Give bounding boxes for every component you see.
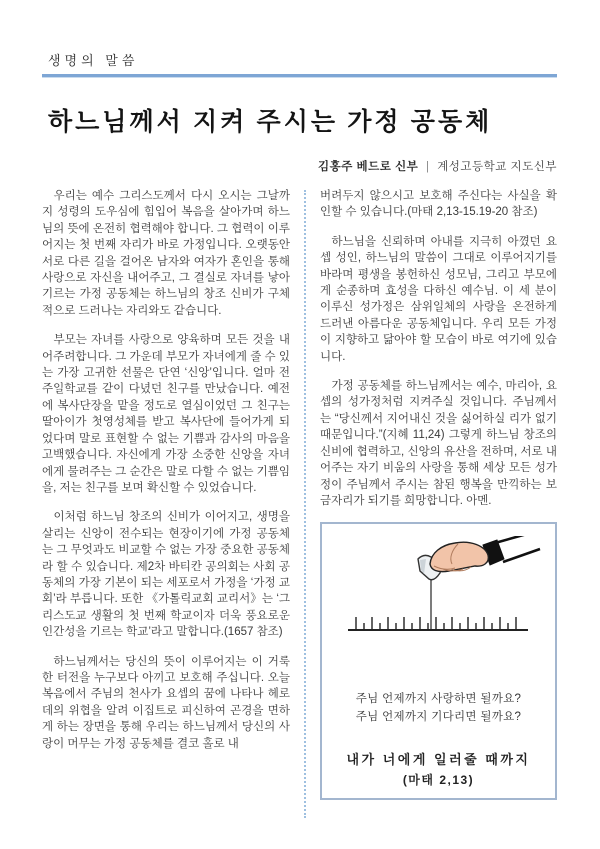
sleeve-icon xyxy=(483,536,540,565)
right-column xyxy=(320,188,557,849)
quote-question-2: 주님 언제까지 기다리면 될까요? xyxy=(355,711,522,724)
page-header xyxy=(0,0,600,174)
column-divider xyxy=(304,190,306,818)
quote-citation: (마태 2,13) xyxy=(402,772,475,787)
paragraph-5-continuation: 버려두지 않으시고 보호해 주신다는 사실을 확인할 수 있습니다.(마태 2,13-15.19-20 참조) xyxy=(320,190,557,219)
quote-questions xyxy=(322,690,555,726)
scripture-quote-box xyxy=(320,522,557,800)
byline-author: 김홍주 베드로 신부 xyxy=(318,161,419,173)
paragraph-1: 우리는 예수 그리스도께서 다시 오시는 그날까지 성령의 도우심에 힘입어 복음을 살아가며 하느님의 뜻에 온전히 협력해야 합니다. 그 협력이 이루어지는 첫 번째 자리가 바로 가정입니다. 오랫동안 서로 다른 길을 걸어온 남자와 여자가 혼인을 통해 사랑으로 자신을 내어주고, 그 결실로 자녀를 낳아 기르는 가정 공동체는 하느님의 창조 신비가 구체적으로 드러나는 자리와도 같습니다. xyxy=(42,190,290,317)
article-body xyxy=(0,188,600,849)
left-column xyxy=(42,188,290,849)
paragraph-4: 하느님께서는 당신의 뜻이 이루어지는 이 거룩한 터전을 누구보다 아끼고 보호해 주십니다. 오늘 복음에서 주님의 천사가 요셉의 꿈에 나타나 헤로데의 위협을 알려 이집트로 피신하여 곤경을 면하게 하는 장면을 통해 우리는 하느님께서 당신의 사랑이 머무는 가정 공동체를 결코 홀로 내 xyxy=(42,655,290,750)
hand-icon xyxy=(430,543,488,572)
quote-answer: 내가 너에게 일러줄 때까지 xyxy=(346,752,531,768)
paragraph-2: 부모는 자녀를 사랑으로 양육하며 모든 것을 내어주려합니다. 그 가운데 부모가 자녀에게 줄 수 있는 가장 고귀한 선물은 단연 ‘신앙’입니다. 얼마 전 주일학교를 같이 다녔던 친구를 만났습니다. 예전에 복사단장을 맡을 정도로 열심이었던 그 친구는 딸아이가 첫영성체를 받고 복사단에 들어가게 되었다며 말로 표현할 수 없는 기쁨과 감사의 마음을 고백했습니다. 자신에게 가장 소중한 신앙을 자녀에게 물려주는 그 순간은 말로 다할 수 없는 기쁨임을, 저는 친구를 보며 확신할 수 있었습니다. xyxy=(42,334,290,494)
ruler-icon xyxy=(348,617,528,630)
section-label: 생명의 말씀 xyxy=(48,53,139,68)
paragraph-7: 가정 공동체를 하느님께서는 예수, 마리아, 요셉의 성가정처럼 지켜주실 것입니다. 주님께서는 “당신께서 지어내신 것을 싫어하실 리가 없기 때문입니다.”(지혜 11,24) 그렇게 하느님 창조의 신비에 협력하고, 신앙의 유산을 전하며, 서로 내어주는 자기 비움의 사랑을 통해 세상 모든 성가정이 주님께서 주시는 참된 행복을 만끽하는 보금자리가 되기를 희망합니다. 아멘. xyxy=(320,380,557,507)
paragraph-3: 이처럼 하느님 창조의 신비가 이어지고, 생명을 살리는 신앙이 전수되는 현장이기에 가정 공동체는 그 무엇과도 비교할 수 없는 가장 중요한 공동체라 할 수 있습니다. 제2차 바티칸 공의회는 사회 공동체의 가장 기본이 되는 세포로서 가정을 ‘가정 교회’라 부릅니다. 또한 《가톨릭교회 교리서》는 ‘그리스도교 생활의 첫 번째 학교이자 더욱 풍요로운 인간성을 기르는 학교’라고 말합니다.(1657 참조) xyxy=(42,511,290,639)
byline xyxy=(42,158,557,174)
paragraph-6: 하느님을 신뢰하며 아내를 지극히 아꼈던 요셉 성인, 하느님의 말씀이 그대로 이루어지기를 바라며 평생을 봉헌하신 성모님, 그리고 부모에게 순종하며 효성을 다하신 예수님. 이 세 분이 이루신 성가정은 삼위일체의 사랑을 온전하게 드러낸 아름다운 공동체입니다. 우리 모든 가정이 지향하고 닮아야 할 모습이 바로 여기에 있습니다. xyxy=(320,235,557,363)
article-title: 하느님께서 지켜 주시는 가정 공동체 xyxy=(48,109,493,136)
byline-separator: | xyxy=(426,161,430,173)
quote-question-1: 주님 언제까지 사랑하면 될까요? xyxy=(355,693,522,706)
header-rule xyxy=(42,74,557,78)
byline-affiliation: 계성고등학교 지도신부 xyxy=(437,161,557,173)
hand-plumbline-ruler-illustration xyxy=(334,536,544,656)
